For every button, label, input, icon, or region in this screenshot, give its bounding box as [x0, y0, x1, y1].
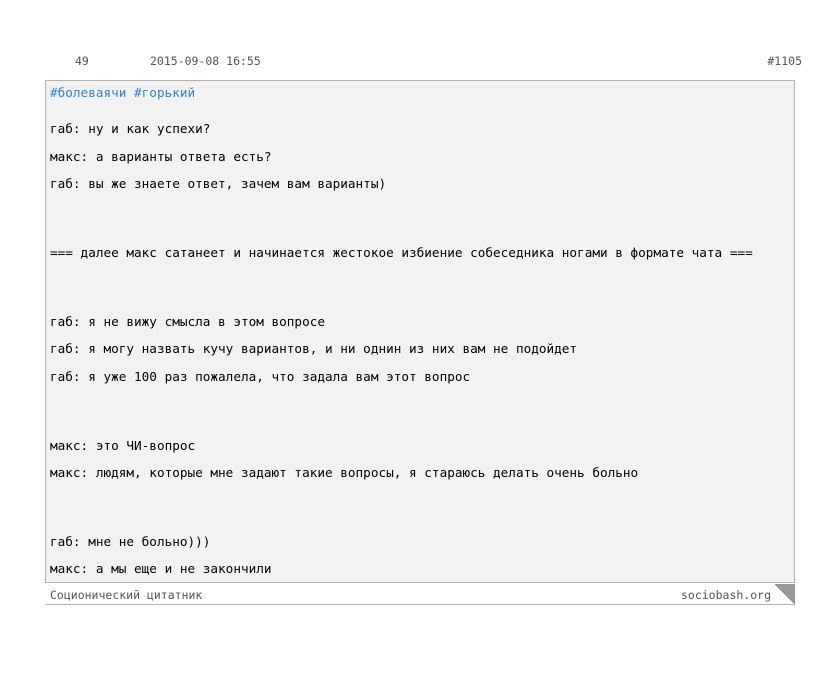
tag-link-gorkiy[interactable]: #горький	[134, 85, 196, 100]
site-caption: Соционический цитатник	[50, 588, 203, 602]
quote-line: === далее макс сатанеет и начинается жестокое избиение собеседника ногами в формате чата ===	[50, 245, 753, 260]
quote-line: габ: я уже 100 раз пожалела, что задала вам этот вопрос	[50, 369, 471, 384]
site-link[interactable]: sociobash.org	[680, 588, 771, 602]
quote-line: макс: а мы еще и не закончили	[50, 561, 272, 576]
quote-body	[45, 80, 795, 583]
quote-date: 2015-09-08 16:55	[150, 54, 261, 68]
quote-line: макс: людям, которые мне задают такие вопросы, я стараюсь делать очень больно	[50, 465, 639, 480]
quote-rating[interactable]: 49	[75, 54, 89, 68]
quote-tags	[50, 86, 195, 100]
quote-line: габ: я могу назвать кучу вариантов, и ни однин из них вам не подойдет	[50, 341, 578, 356]
quote-line: габ: вы же знаете ответ, зачем вам варианты)	[50, 176, 387, 191]
quote-line: габ: мне не больно)))	[50, 534, 211, 549]
quote-meta	[46, 54, 802, 68]
tag-link-bolevayachi[interactable]: #болеваячи	[50, 85, 127, 100]
quote-line: габ: ну и как успехи?	[50, 121, 211, 136]
quote-line: габ: я не вижу смысла в этом вопросе	[50, 314, 325, 329]
quote-line: макс: это ЧИ-вопрос	[50, 438, 196, 453]
quote-line: макс: а варианты ответа есть?	[50, 149, 272, 164]
corner-fold-icon[interactable]	[775, 584, 795, 604]
quote-number-link[interactable]: #1105	[767, 54, 802, 68]
quote-footer	[45, 584, 795, 605]
